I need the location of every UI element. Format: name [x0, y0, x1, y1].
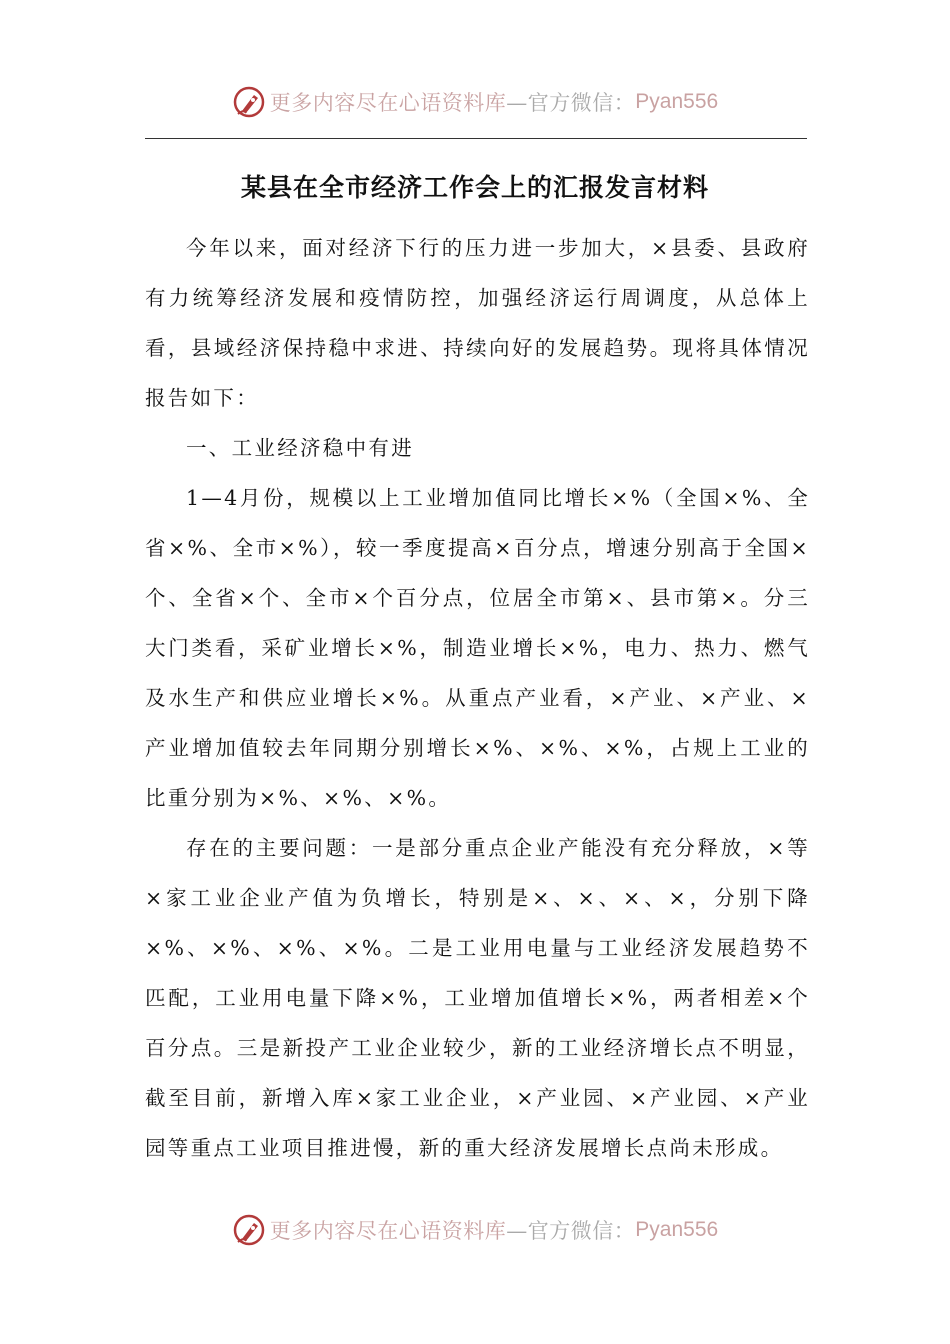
- paragraph-main-problems: 存在的主要问题：一是部分重点企业产能没有充分释放，×等×家工业企业产值为负增长，特别是×、×、×、×，分别下降×%、×%、×%、×%。二是工业用电量与工业经济发展趋势不匹配，工业用电量下降×%，工业增加值增长×%，两者相差×个百分点。三是新投产工业企业较少，新的工业经济增长点不明显，截至目前，新增入库×家工业企业，×产业园、×产业园、×产业园等重点工业项目推进慢，新的重大经济发展增长点尚未形成。: [145, 836, 810, 1160]
- header-banner: [0, 82, 950, 122]
- header-divider: [145, 138, 807, 139]
- paragraph-industry-growth: 1—4月份，规模以上工业增加值同比增长×%（全国×%、全省×%、全市×%），较一季度提高×百分点，增速分别高于全国×个、全省×个、全市×个百分点，位居全市第×、县市第×。分三大门类看，采矿业增长×%，制造业增长×%，电力、热力、燃气及水生产和供应业增长×%。从重点产业看，×产业、×产业、×产业增加值较去年同期分别增长×%、×%、×%，占规上工业的比重分别为×%、×%、×%。: [145, 486, 810, 810]
- document-body: [145, 223, 810, 1173]
- pen-nib-seal-icon: [232, 1213, 266, 1247]
- paragraph-intro: 今年以来，面对经济下行的压力进一步加大，×县委、县政府有力统筹经济发展和疫情防控，加强经济运行周调度，从总体上看，县域经济保持稳中求进、持续向好的发展趋势。现将具体情况报告如下：: [145, 236, 810, 410]
- footer-contact-text: —官方微信：: [506, 1219, 636, 1243]
- footer-banner: [0, 1210, 950, 1250]
- document-title: 某县在全市经济工作会上的汇报发言材料: [240, 173, 709, 202]
- footer-contact-id: Pyan556: [635, 1218, 719, 1241]
- header-promo-text: 更多内容尽在心语资料库: [269, 91, 507, 115]
- pen-nib-seal-icon: [232, 85, 266, 119]
- section-heading-industry: 一、工业经济稳中有进: [186, 436, 414, 460]
- header-contact-id: Pyan556: [635, 90, 719, 113]
- header-contact-text: —官方微信：: [506, 91, 636, 115]
- footer-promo-text: 更多内容尽在心语资料库: [269, 1219, 507, 1243]
